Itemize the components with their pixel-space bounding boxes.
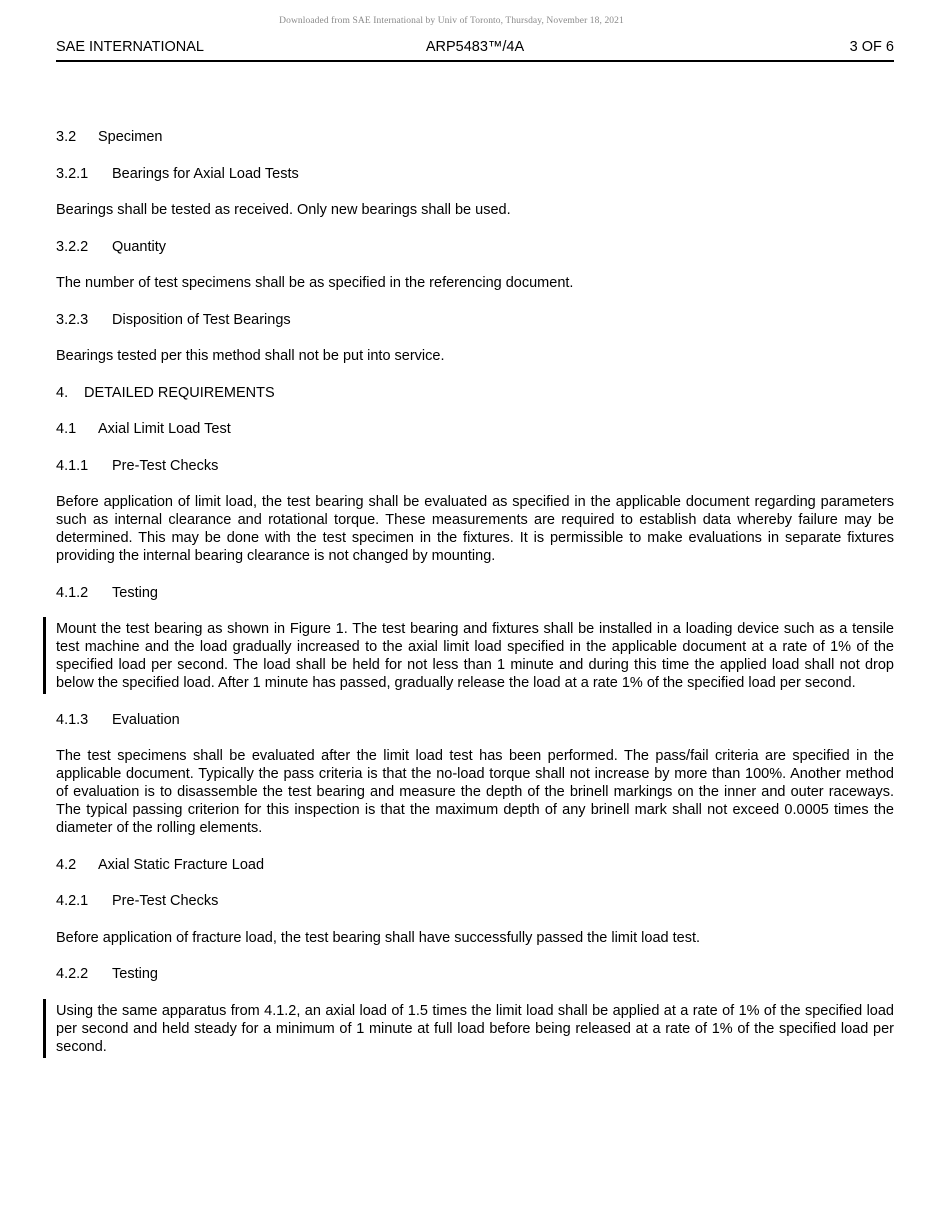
section-title: Disposition of Test Bearings [112,311,291,328]
paragraph: Bearings shall be tested as received. Only new bearings shall be used. [56,202,511,218]
section-heading [56,965,894,983]
paragraph-changed [56,1002,894,1056]
section-number: 4.1.2 [56,584,89,601]
paragraph: The test specimens shall be evaluated after the limit load test has been performed. The pass/fail criteria are specified in the applicable document. Typically the pass criteria is that the no-load torque shall not increase by more than 100%. Another method of evaluation is to disassemble the test bearing and measure the depth of the brinell markings on the inner and outer raceways. The typical passing criterion for this inspection is that the maximum depth of any brinell mark shall not exceed 0.0005 times the diameter of the rolling elements. [56,748,894,836]
paragraph-text: Mount the test bearing as shown in Figure 1. The test bearing and fixtures shall be installed in a loading device such as a tensile test machine and the load gradually increased to the axial limit load specified in the applicable document at a rate of 1% of the specified load per second. The load shall be held for not less than 1 minute and during this time the applied load shall not drop below the specified load. After 1 minute has passed, gradually release the load at a rate 1% of the specified load per second. [56,621,894,691]
paragraph: The number of test specimens shall be as specified in the referencing document. [56,275,574,291]
section-title: Axial Static Fracture Load [98,856,265,873]
document-body [56,128,894,1074]
section-number: 3.2.1 [56,165,89,182]
section-title: Specimen [98,129,163,145]
header-organization: SAE INTERNATIONAL [56,39,204,55]
section-heading [56,238,894,256]
section-title: DETAILED REQUIREMENTS [84,384,275,401]
section-number: 4.2 [56,856,77,873]
paragraph-changed [56,620,894,692]
section-title: Axial Limit Load Test [98,421,231,437]
section-number: 4. [56,384,69,401]
change-bar [43,999,46,1058]
section-number: 4.2.1 [56,893,89,909]
section-heading [56,856,894,874]
section-heading [56,165,894,183]
section-title: Evaluation [112,711,180,728]
paragraph: Bearings tested per this method shall not be put into service. [56,348,445,364]
section-heading [56,128,894,146]
header-page-number: 3 OF 6 [849,39,894,55]
running-header [56,38,894,62]
section-heading [56,384,894,402]
section-heading [56,711,894,729]
section-title: Testing [112,584,158,601]
section-title: Pre-Test Checks [112,893,219,909]
header-document-number: ARP5483™/4A [425,39,525,55]
section-title: Quantity [112,238,166,255]
section-number: 4.1.1 [56,457,89,474]
section-number: 3.2.2 [56,238,89,255]
paragraph: Before application of limit load, the test bearing shall be evaluated as specified in the applicable document regarding parameters such as internal clearance and rotational torque. These measurements are required to establish data whereby failure may be determined. This may be done with the test specimen in the fixtures. It is permissible to make evaluations in separate fixtures providing the internal bearing clearance is not changed by mounting. [56,494,894,564]
section-number: 4.1.3 [56,711,89,728]
section-heading [56,311,894,329]
section-heading [56,457,894,475]
section-number: 3.2 [56,129,77,145]
section-title: Bearings for Axial Load Tests [112,165,299,182]
section-title: Pre-Test Checks [112,457,219,474]
paragraph: Before application of fracture load, the test bearing shall have successfully passed the limit load test. [56,929,700,946]
section-heading [56,420,894,438]
paragraph-text: Using the same apparatus from 4.1.2, an axial load of 1.5 times the limit load shall be applied at a rate of 1% of the specified load per second and held steady for a minimum of 1 minute at full load before being released at a rate of 1% of the specified load per second. [56,1002,894,1055]
section-number: 3.2.3 [56,311,89,328]
download-notice: Downloaded from SAE International by Univ of Toronto, Thursday, November 18, 2021 [279,16,624,26]
change-bar [43,617,46,694]
section-title: Testing [112,966,158,982]
section-heading [56,584,894,602]
section-number: 4.2.2 [56,966,89,982]
section-heading [56,892,894,910]
section-number: 4.1 [56,421,77,437]
